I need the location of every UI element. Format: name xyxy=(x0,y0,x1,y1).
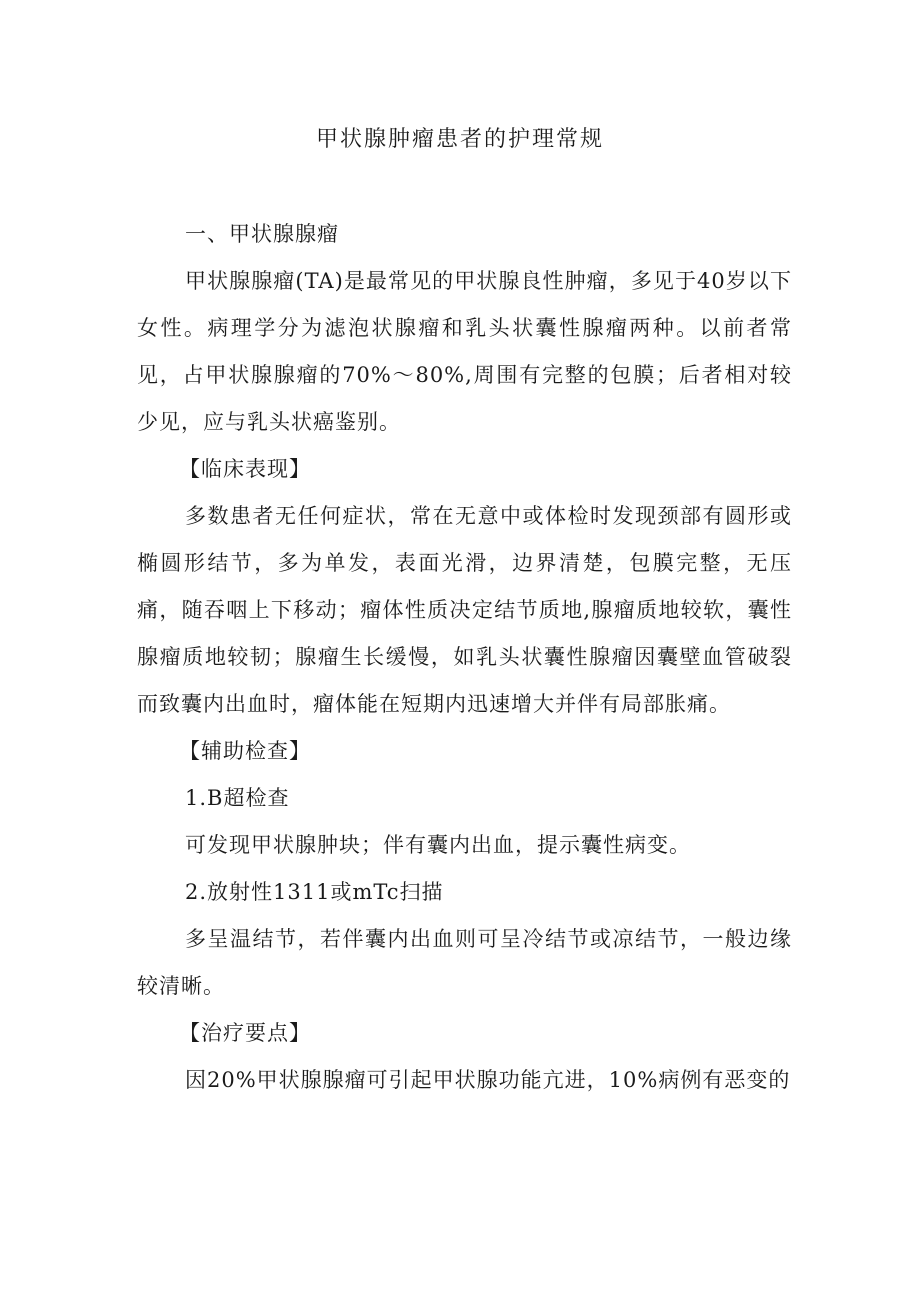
paragraph: 多呈温结节，若伴囊内出血则可呈冷结节或凉结节，一般边缘较清晰。 xyxy=(137,927,792,998)
subsection-heading: 【治疗要点】 xyxy=(179,1021,311,1045)
document-title: 甲状腺肿瘤患者的护理常规 xyxy=(315,127,604,152)
paragraph: 多数患者无任何症状，常在无意中或体检时发现颈部有圆形或椭圆形结节，多为单发，表面光滑，边界清楚，包膜完整，无压痛，随吞咽上下移动；瘤体性质决定结节质地,腺瘤质地较软，囊性腺瘤质地较韧；腺瘤生长缓慢，如乳头状囊性腺瘤因囊壁血管破裂而致囊内出血时，瘤体能在短期内迅速增大并伴有局部胀痛。 xyxy=(137,504,792,716)
document-body xyxy=(137,211,792,1104)
list-item-heading: 1.B超检查 xyxy=(185,786,290,810)
subsection-heading: 【临床表现】 xyxy=(179,457,311,481)
subsection-heading: 【辅助检查】 xyxy=(179,739,311,763)
paragraph: 因20%甲状腺腺瘤可引起甲状腺功能亢进，10%病例有恶变的 xyxy=(185,1068,791,1092)
paragraph: 甲状腺腺瘤(TA)是最常见的甲状腺良性肿瘤，多见于40岁以下女性。病理学分为滤泡状腺瘤和乳头状囊性腺瘤两种。以前者常见，占甲状腺腺瘤的70%～80%,周围有完整的包膜；后者相对较少见，应与乳头状癌鉴别。 xyxy=(137,269,792,434)
section-heading: 一、甲状腺腺瘤 xyxy=(185,222,339,246)
list-item-heading: 2.放射性1311或mTc扫描 xyxy=(185,880,444,904)
paragraph: 可发现甲状腺肿块；伴有囊内出血，提示囊性病变。 xyxy=(185,833,691,857)
